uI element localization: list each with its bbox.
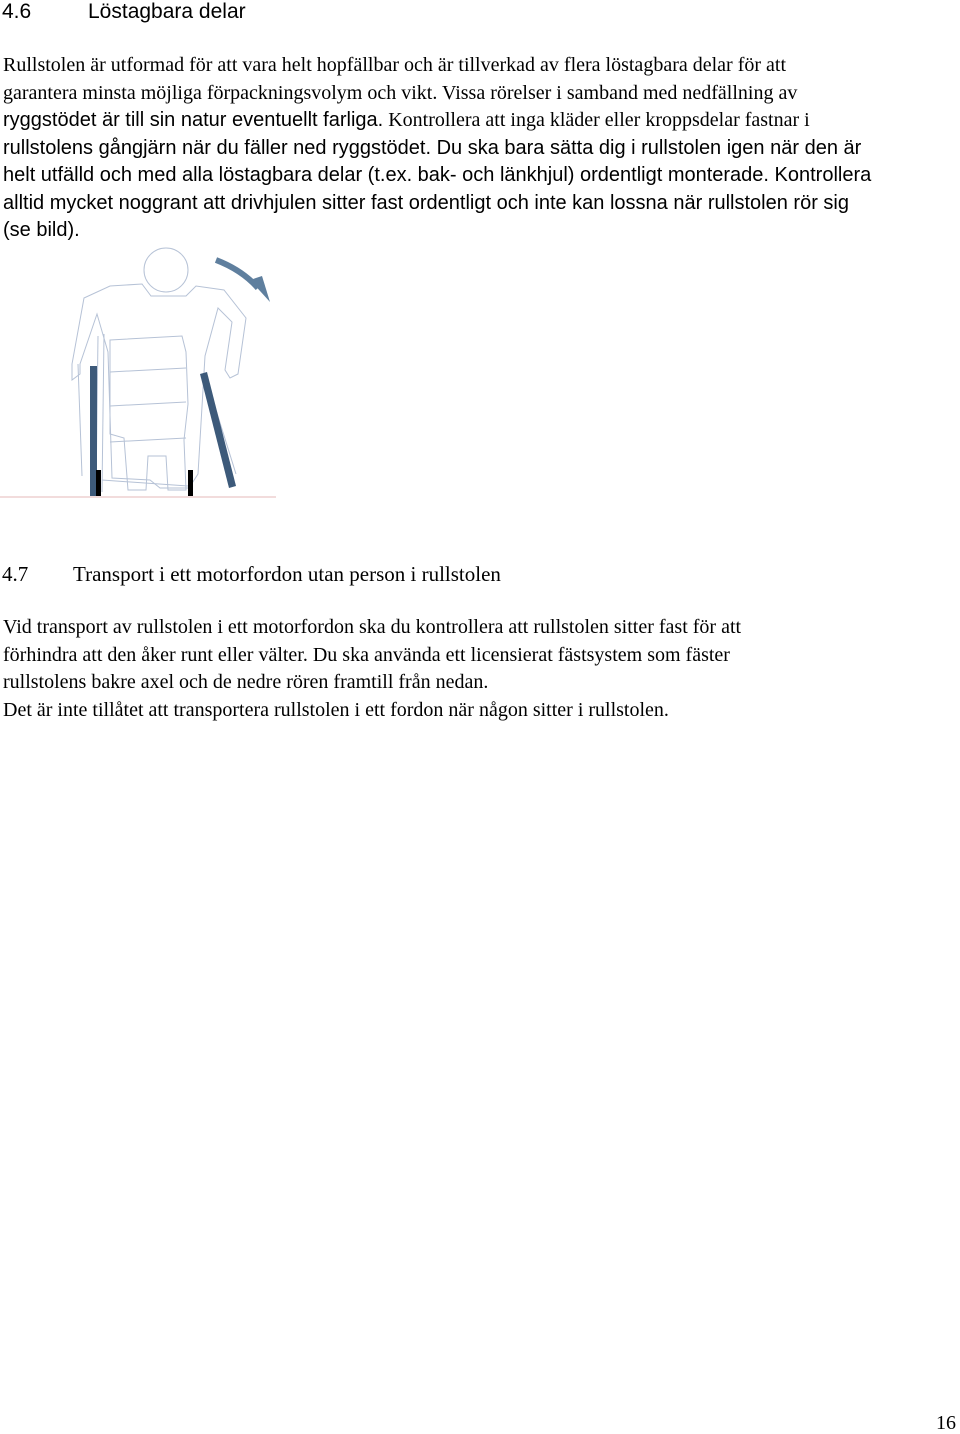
section-4-7-body [3, 614, 741, 724]
body-line-5 [3, 162, 871, 190]
body-line-3: rullstolens bakre axel och de nedre rören framtill från nedan. [3, 671, 489, 693]
body-line-2: förhindra att den åker runt eller välter. Du ska använda ett licensierat fästsystem som fäster [3, 643, 730, 666]
section-title: Löstagbara delar [88, 0, 246, 23]
body-line-2: garantera minsta möjliga förpackningsvolym och vikt. Vissa rörelser i samband med nedfällning av [3, 81, 798, 104]
rotation-arrow-shaft [216, 260, 258, 288]
drive-wheel-left [90, 366, 97, 496]
wheel-hub-left [96, 470, 101, 496]
frame-tube-left-inner [102, 334, 104, 492]
head-outline [144, 248, 188, 292]
body-line-7: alltid mycket noggrant att drivhjulen sitter fast ordentligt och inte kan lossna när rullstolen rör sig [3, 191, 849, 214]
wheelchair-folding-backrest-illustration [0, 244, 290, 504]
section-4-6-body [3, 52, 871, 245]
seat-rail [102, 480, 188, 486]
backrest-rung-1 [110, 368, 186, 372]
rotation-arrow-head [250, 276, 270, 302]
section-number: 4.6 [2, 0, 32, 23]
body-line-1: Rullstolen är utformad för att vara helt hopfällbar och är tillverkad av flera löstagbara delar för att [3, 54, 787, 76]
section-heading-4-6 [2, 0, 246, 24]
backrest-rung-3 [110, 438, 186, 442]
body-line-3 [3, 107, 871, 135]
backrest-rung-2 [110, 402, 186, 406]
page-number: 16 [936, 1412, 956, 1434]
section-title: Transport i ett motorfordon utan person i rullstolen [73, 562, 501, 586]
body-line-3-serif: Kontrollera att inga kläder eller kroppsdelar fastnar i [383, 109, 810, 131]
backrest-frame [110, 336, 188, 490]
body-line-1: Vid transport av rullstolen i ett motorfordon ska du kontrollera att rullstolen sitter fast för att [3, 616, 742, 638]
body-line-3-sans: ryggstödet är till sin natur eventuellt farliga. [3, 109, 384, 131]
wheel-hub-right [188, 470, 193, 496]
body-line-4: rullstolens gångjärn när du fäller ned ryggstödet. Du ska bara sätta dig i rullstolen igen när den är [3, 136, 862, 159]
body-line-5-text: helt utfälld och med alla löstagbara delar (t.ex. bak- och länkhjul) ordentligt monterade. Kontrollera [3, 164, 872, 186]
section-number: 4.7 [2, 562, 29, 586]
drive-wheel-right [200, 372, 236, 488]
section-heading-4-7 [2, 562, 501, 586]
frame-tube-far-left [78, 364, 82, 476]
body-line-4: Det är inte tillåtet att transportera rullstolen i ett fordon när någon sitter i rullstolen. [3, 698, 669, 721]
person-body-outline [72, 284, 246, 488]
body-line-8: (se bild). [3, 219, 80, 241]
